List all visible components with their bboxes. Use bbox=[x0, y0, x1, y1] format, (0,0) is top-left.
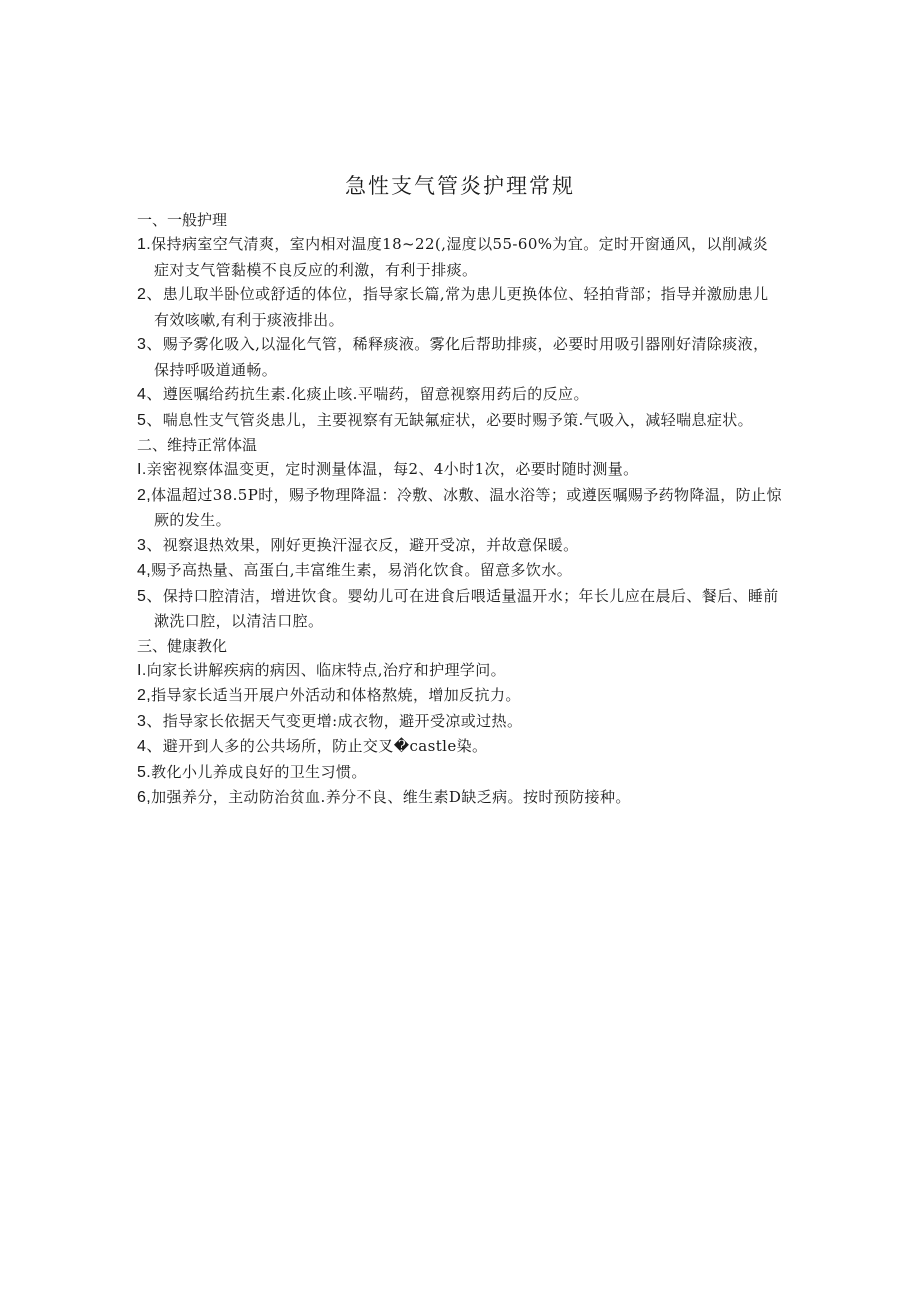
list-item bbox=[137, 382, 782, 408]
item-text: 视察退热效果，刚好更换汗湿衣反，避开受凉，并故意保暖。 bbox=[162, 535, 579, 554]
document-body bbox=[137, 208, 782, 811]
document-title: 急性支气管炎护理常规 bbox=[345, 174, 575, 198]
section-maintain-temperature bbox=[137, 433, 782, 634]
item-text: 亲密视察体温变更，定时测量体温，每2、4小时1次，必要时随时测量。 bbox=[146, 460, 639, 478]
item-text: 向家长讲解疾病的病因、临床特点,治疗和护理学问。 bbox=[146, 660, 507, 679]
item-number: 3、 bbox=[137, 536, 163, 554]
item-number: 6, bbox=[137, 789, 152, 806]
item-text: 喘息性支气管炎患儿，主要视察有无缺氟症状，必要时赐予策.气吸入，减轻喘息症状。 bbox=[162, 410, 754, 429]
list-item bbox=[137, 408, 782, 434]
list-item bbox=[137, 709, 782, 735]
item-text: 赐予高热量、高蛋白,丰富维生素，易消化饮食。留意多饮水。 bbox=[151, 561, 573, 579]
item-text: 教化小儿养成良好的卫生习惯。 bbox=[151, 762, 367, 781]
section-general-care bbox=[137, 208, 782, 433]
item-number: 5、 bbox=[137, 411, 163, 429]
section-heading: 一、一般护理 bbox=[137, 211, 228, 229]
item-number: 2、 bbox=[137, 286, 163, 303]
item-number: 4, bbox=[137, 562, 152, 579]
item-text: 体温超过38.5P时，赐予物理降温：冷敷、冰敷、温水浴等；或遵医嘱赐予药物降温，防止惊厥的发生。 bbox=[151, 485, 782, 529]
item-text: 避开到人多的公共场所，防止交叉�castle染。 bbox=[162, 737, 488, 755]
item-text: 加强养分，主动防治贫血.养分不良、维生素D缺乏病。按时预防接种。 bbox=[151, 788, 631, 806]
item-number: 4、 bbox=[137, 738, 163, 755]
list-item bbox=[137, 332, 782, 382]
list-item bbox=[137, 683, 782, 709]
item-number: I. bbox=[137, 461, 147, 478]
item-text: 指导家长适当开展户外活动和体格熬焼，增加反抗力。 bbox=[151, 686, 521, 704]
item-text: 保持口腔清洁，增进饮食。婴幼儿可在进食后喂适量温开水；年长儿应在晨后、餐后、睡前漱洗口腔，以清洁口腔。 bbox=[154, 586, 779, 630]
item-text: 指导家长依据天气变更增:成衣物，避开受凉或过热。 bbox=[162, 711, 523, 730]
item-number: 4、 bbox=[137, 386, 163, 403]
item-number: 5、 bbox=[137, 587, 163, 605]
section-heading: 三、健康教化 bbox=[137, 636, 228, 655]
list-item bbox=[137, 282, 782, 332]
item-text: 赐予雾化吸入,以湿化气管，稀释痰液。雾化后帮助排痰，必要时用吸引器刚好清除痰液，保持呼吸道通畅。 bbox=[154, 335, 769, 379]
list-item bbox=[137, 785, 782, 811]
list-item bbox=[137, 232, 782, 282]
list-item bbox=[137, 734, 782, 760]
item-number: 1. bbox=[137, 236, 152, 253]
list-item bbox=[137, 658, 782, 684]
item-number: 5. bbox=[137, 763, 152, 781]
item-number: 2, bbox=[137, 687, 152, 704]
section-heading: 二、维持正常体温 bbox=[137, 436, 258, 454]
item-number: 3、 bbox=[137, 712, 163, 730]
item-number: 2, bbox=[137, 486, 152, 504]
item-text: 保持病室空气清爽，室内相对温度18~22(,湿度以55-60%为宜。定时开窗通风，以削减炎症对支气管黏模不良反应的利激，有利于排痰。 bbox=[151, 235, 769, 279]
list-item bbox=[137, 760, 782, 786]
list-item bbox=[137, 558, 782, 584]
list-item bbox=[137, 584, 782, 634]
item-number: 3、 bbox=[137, 336, 163, 353]
section-health-education bbox=[137, 634, 782, 811]
list-item bbox=[137, 533, 782, 559]
item-text: 患儿取半卧位或舒适的体位，指导家长篇,常为患儿更换体位、轻拍背部；指导并激励患儿有效咳嗽,有利于痰液排出。 bbox=[154, 285, 769, 329]
item-number: I. bbox=[137, 661, 147, 679]
item-text: 遵医嘱给药抗生素.化痰止咳.平喘药，留意视察用药后的反应。 bbox=[162, 385, 589, 403]
list-item bbox=[137, 457, 782, 483]
list-item bbox=[137, 483, 782, 533]
